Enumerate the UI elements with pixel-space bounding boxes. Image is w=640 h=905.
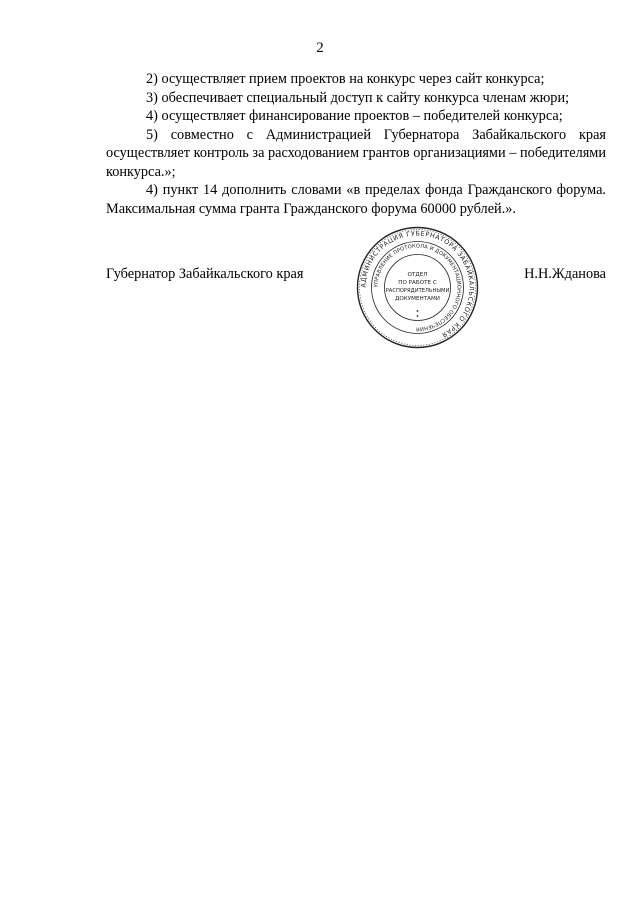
seal-center-line-3: РАСПОРЯДИТЕЛЬНЫМИ — [385, 288, 450, 294]
seal-outer-text: АДМИНИСТРАЦИЯ ГУБЕРНАТОРА ЗАБАЙКАЛЬСКОГО КРАЯ — [359, 229, 476, 340]
paragraph-item-5: 5) совместно с Администрацией Губернатора Забайкальского края осуществляет контроль за расходованием грантов организациями – победителями конкурса.»; — [106, 126, 606, 180]
seal-graphic — [355, 225, 480, 350]
seal-dot — [417, 310, 419, 312]
seal-center-line-4: ДОКУМЕНТАМИ — [395, 296, 440, 302]
paragraph-item-4: 4) осуществляет финансирование проектов – победителей конкурса; — [146, 108, 563, 124]
paragraph-amendment-14: 4) пункт 14 дополнить словами «в пределах фонда Гражданского форума. Максимальная сумма гранта Гражданского форума 60000 рублей.». — [106, 182, 606, 217]
seal-inner-ring-text: УПРАВЛЕНИЕ ПРОТОКОЛА И ДОКУМЕНТАЦИОННОГО ОБЕСПЕЧЕНИЯ — [373, 243, 462, 332]
seal-center-line-2: ПО РАБОТЕ С — [398, 280, 437, 286]
paragraph-item-2: 2) осуществляет прием проектов на конкурс через сайт конкурса; — [146, 71, 545, 87]
signatory-name: Н.Н.Жданова — [524, 266, 606, 282]
official-seal-stamp — [355, 225, 480, 350]
page-number: 2 — [316, 40, 324, 56]
seal-center-line-1: ОТДЕЛ — [407, 272, 428, 278]
seal-dot — [417, 315, 419, 317]
signatory-title: Губернатор Забайкальского края — [106, 266, 304, 282]
paragraph-item-3: 3) обеспечивает специальный доступ к сайту конкурса членам жюри; — [146, 89, 570, 106]
document-body — [106, 70, 606, 218]
